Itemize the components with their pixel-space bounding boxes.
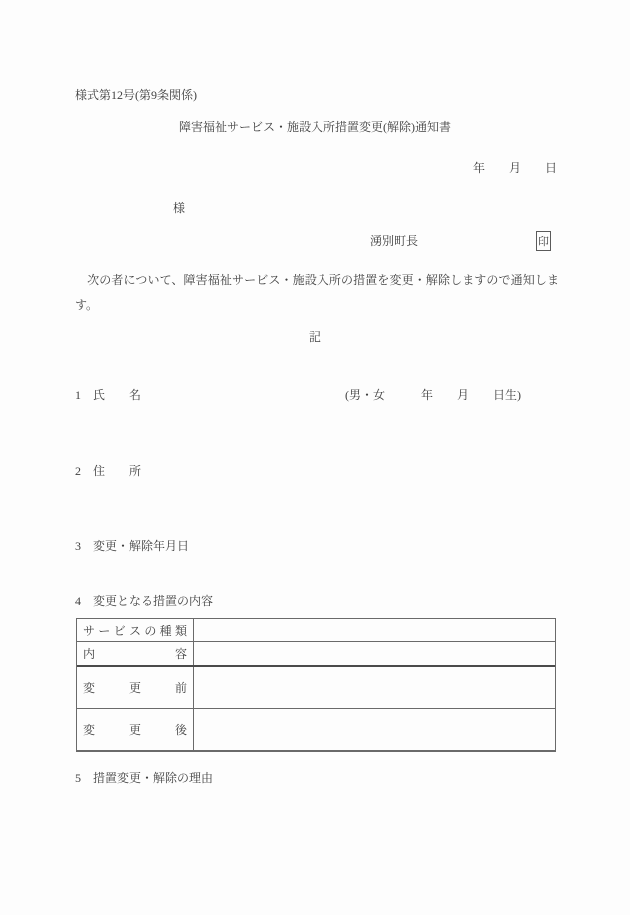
table-row-after-change	[77, 709, 555, 750]
item-4-measure-content-label: 4 変更となる措置の内容	[75, 594, 214, 608]
measures-table	[76, 618, 556, 752]
row-label-service-type: サ ー ビ ス の 種 類	[77, 619, 194, 641]
row-value-service-type	[194, 619, 555, 641]
item-1-name-label: 1 氏 名	[75, 388, 142, 402]
item-3-change-date-label: 3 変更・解除年月日	[75, 539, 190, 553]
sender-title: 湧別町長	[370, 234, 419, 248]
issue-date-line: 年 月 日	[472, 161, 557, 175]
document-title: 障害福祉サービス・施設入所措置変更(解除)通知書	[179, 120, 451, 134]
row-value-after-change	[194, 709, 555, 750]
seal-stamp-box	[536, 231, 551, 251]
row-value-content	[194, 642, 555, 665]
form-number: 様式第12号(第9条関係)	[75, 88, 197, 102]
table-row-before-change	[77, 667, 555, 709]
notification-paragraph: 次の者について、障害福祉サービス・施設入所の措置を変更・解除しますので通知します。	[75, 273, 559, 312]
item-5-reason-label: 5 措置変更・解除の理由	[75, 771, 214, 785]
addressee-honorific: 様	[173, 201, 186, 215]
row-value-before-change	[194, 667, 555, 708]
row-label-content: 内 容	[77, 642, 194, 665]
seal-mark: 印	[538, 236, 549, 248]
row-label-before-change: 変 更 前	[77, 667, 194, 708]
table-row-content	[77, 642, 555, 667]
table-row-service-type	[77, 619, 555, 642]
row-label-after-change: 変 更 後	[77, 709, 194, 750]
ki-heading: 記	[308, 330, 321, 344]
item-2-address-label: 2 住 所	[75, 464, 142, 478]
item-1-gender-birthdate: (男・女 年 月 日生)	[345, 388, 521, 402]
